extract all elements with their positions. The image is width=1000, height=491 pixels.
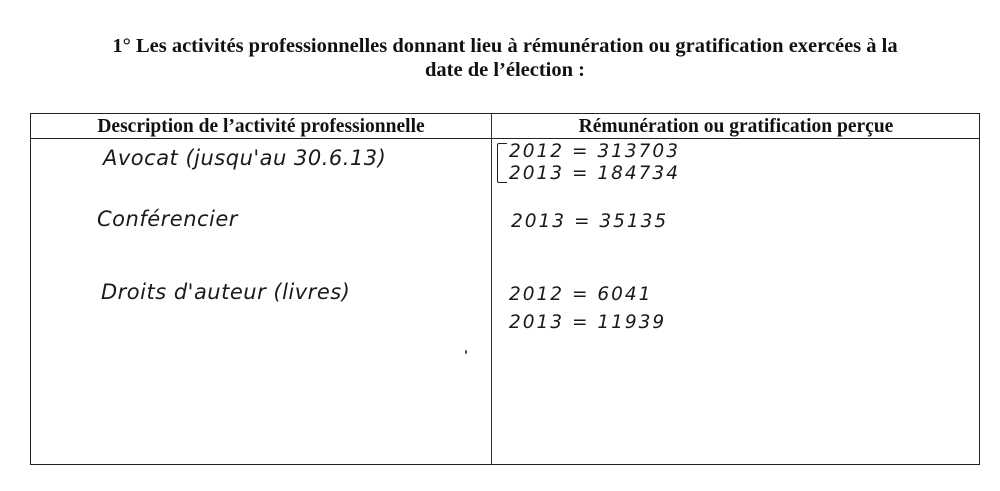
- amount-1-2: 2013 = 184734: [509, 163, 680, 184]
- activities-table: [30, 113, 980, 465]
- activity-description-3: Droits d'auteur (livres): [101, 280, 351, 304]
- section-heading-line-2: date de l’élection :: [425, 59, 585, 81]
- amount-bracket: [497, 143, 507, 183]
- header-divider: [31, 138, 979, 139]
- activity-description-1: Avocat (jusqu'au 30.6.13): [103, 146, 387, 170]
- amount-2-1: 2013 = 35135: [511, 211, 669, 232]
- amount-3-2: 2013 = 11939: [509, 312, 667, 333]
- ink-mark: [465, 350, 467, 354]
- column-header-description: Description de l’activité professionnelle: [97, 116, 425, 137]
- column-header-remuneration: Rémunération ou gratification perçue: [578, 116, 894, 137]
- column-divider: [491, 114, 492, 464]
- activity-description-2: Conférencier: [97, 207, 238, 231]
- amount-3-1: 2012 = 6041: [509, 284, 653, 305]
- amount-1-1: 2012 = 313703: [509, 141, 680, 162]
- section-heading-line-1: 1° Les activités professionnelles donnant lieu à rémunération ou gratification exercées à la: [112, 35, 898, 57]
- section-heading: [30, 34, 980, 82]
